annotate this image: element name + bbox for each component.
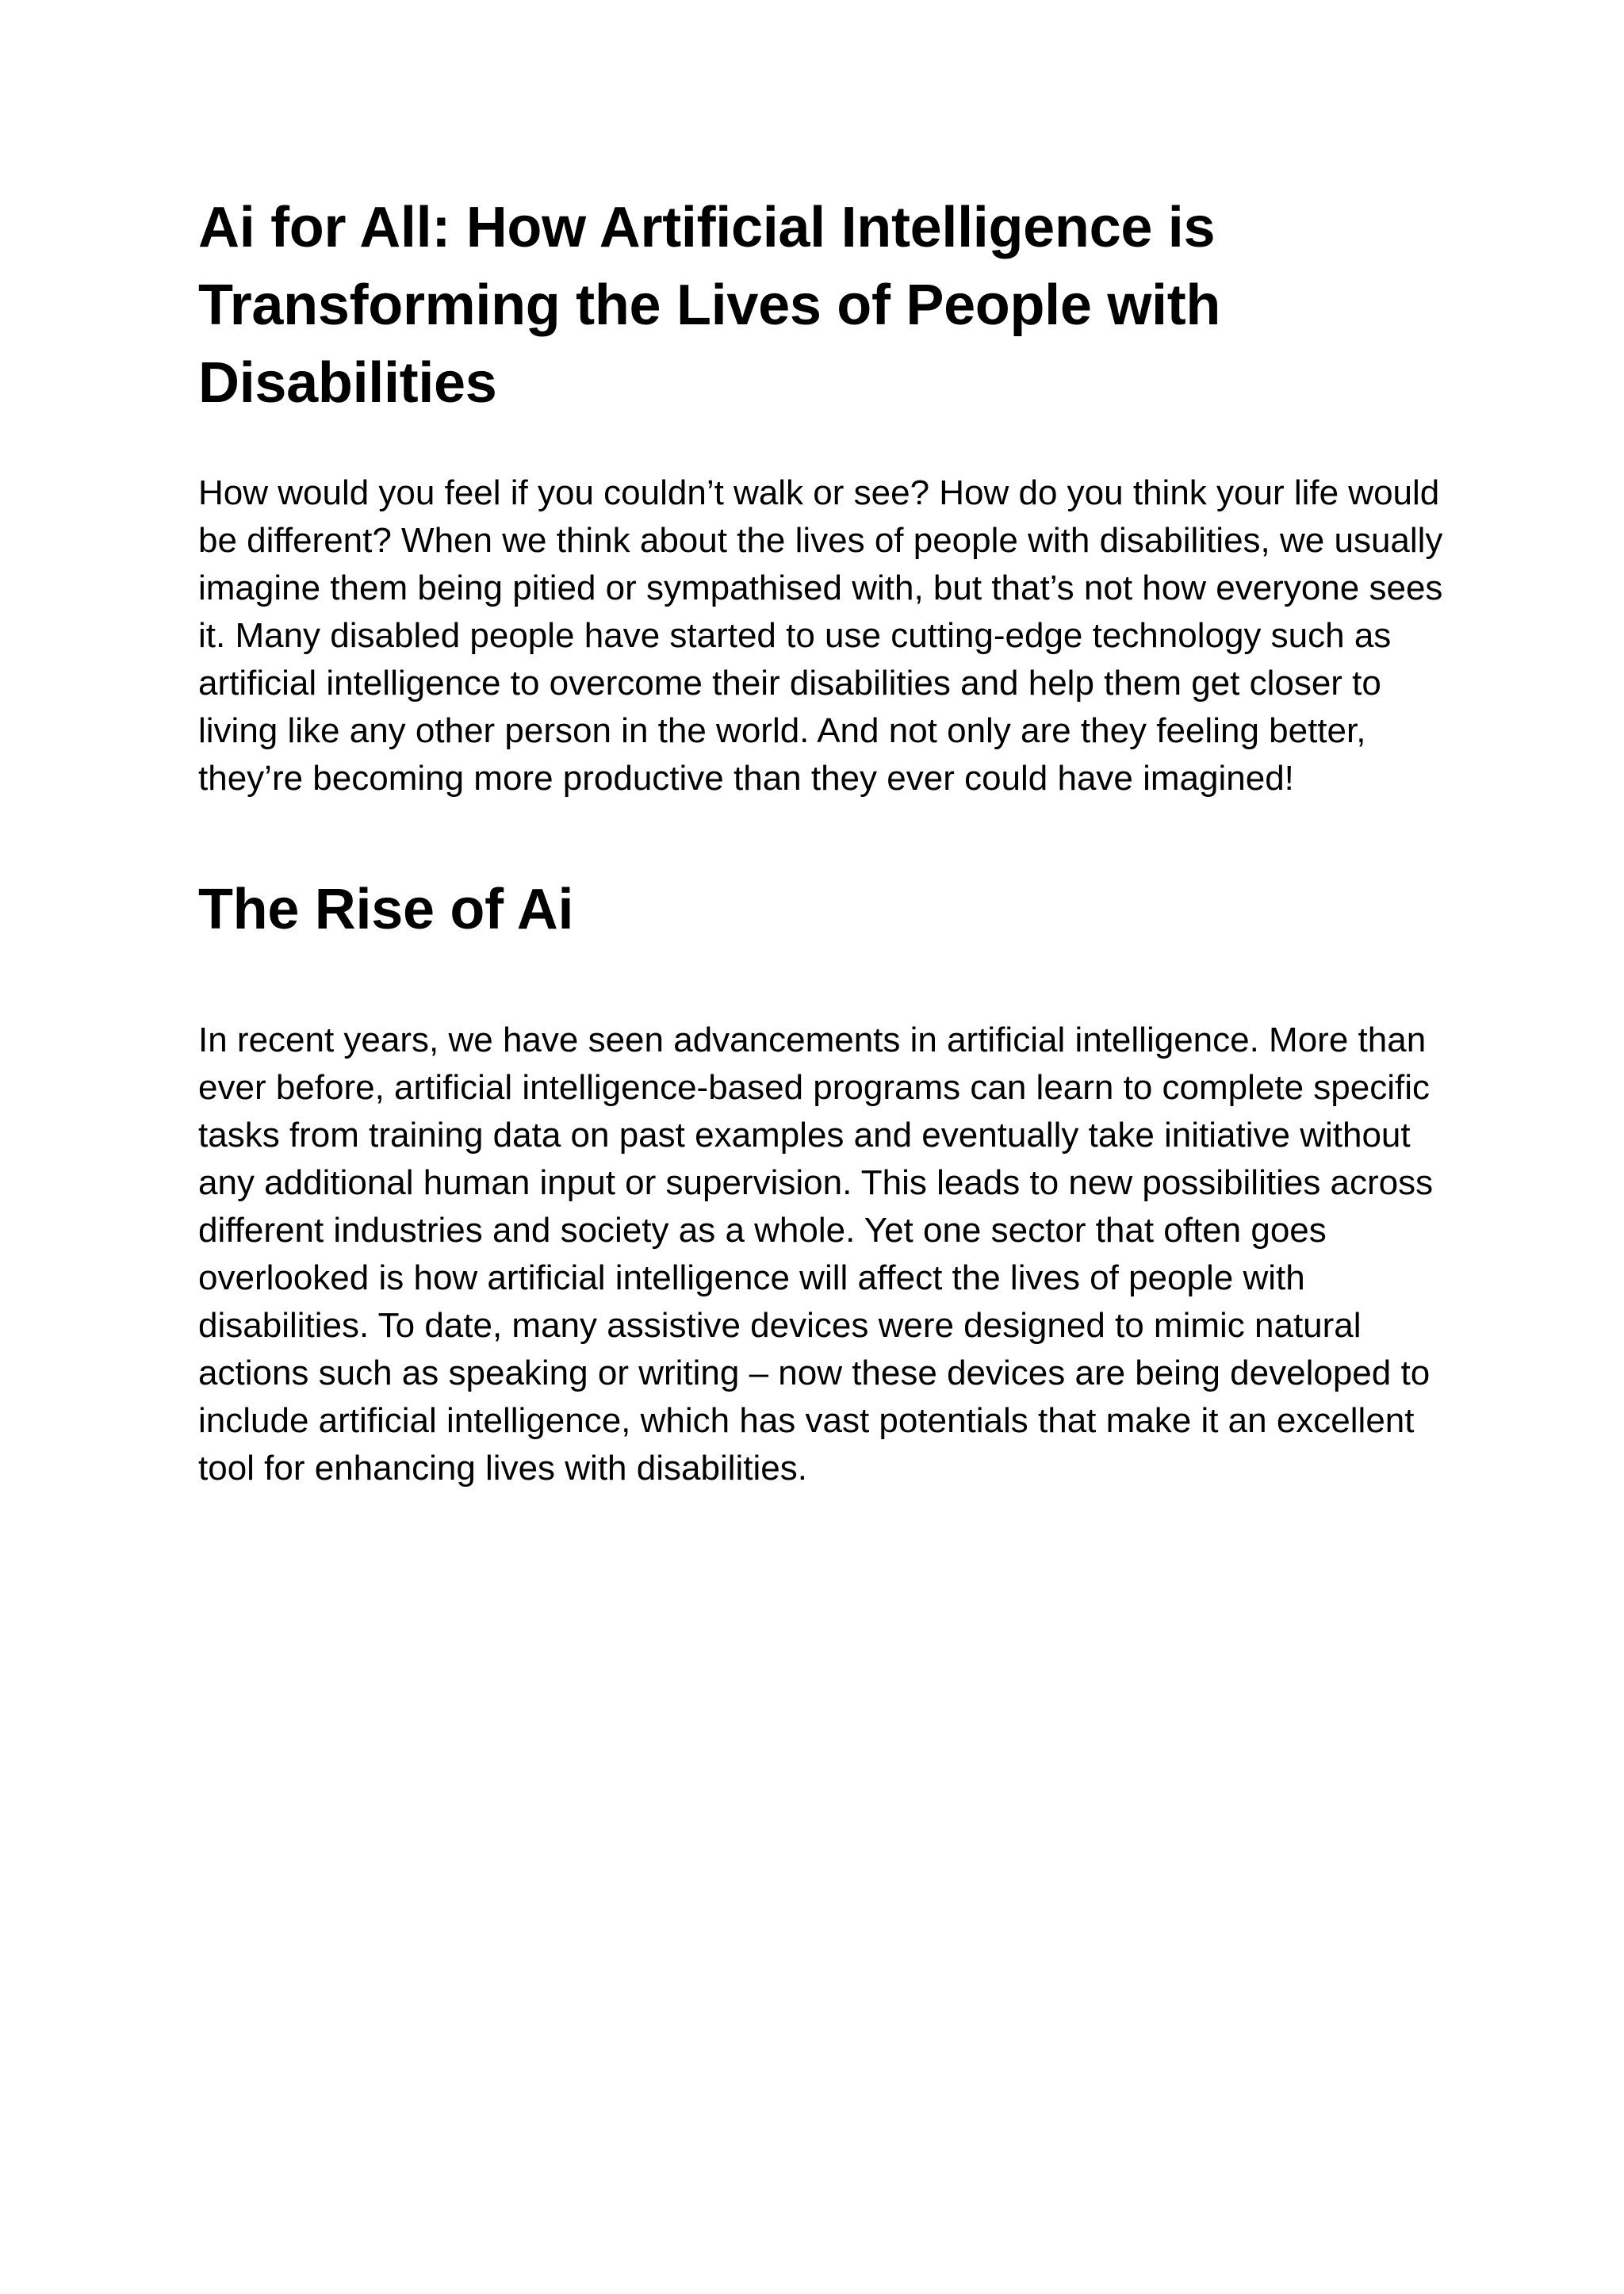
section-heading-rise-of-ai: The Rise of Ai	[198, 878, 574, 941]
intro-paragraph: How would you feel if you couldn’t walk or see? How do you think your life would be different? When we think about the lives of people with disabilities, we usually imagine them being pitied or sympathised with, but that’s not how everyone sees it. Many disabled people have started to use cutting-edge technology such as artificial intelligence to overcome their disabilities and help them get closer to living like any other person in the world. And not only are they feeling better, they’re becoming more productive than they ever could have imagined!	[198, 473, 1443, 798]
document-title: Ai for All: How Artificial Intelligence is Transforming the Lives of People with Disabilities	[198, 196, 1221, 415]
document-body	[198, 189, 1451, 1492]
section-paragraph-rise-of-ai: In recent years, we have seen advancements in artificial intelligence. More than ever before, artificial intelligence-based programs can learn to complete specific tasks from training data on past examples and eventually take initiative without any additional human input or supervision. This leads to new possibilities across different industries and society as a whole. Yet one sector that often goes overlooked is how artificial intelligence will affect the lives of people with disabilities. To date, many assistive devices were designed to mimic natural actions such as speaking or writing – now these devices are being developed to include artificial intelligence, which has vast potentials that make it an excellent tool for enhancing lives with disabilities.	[198, 1021, 1434, 1488]
